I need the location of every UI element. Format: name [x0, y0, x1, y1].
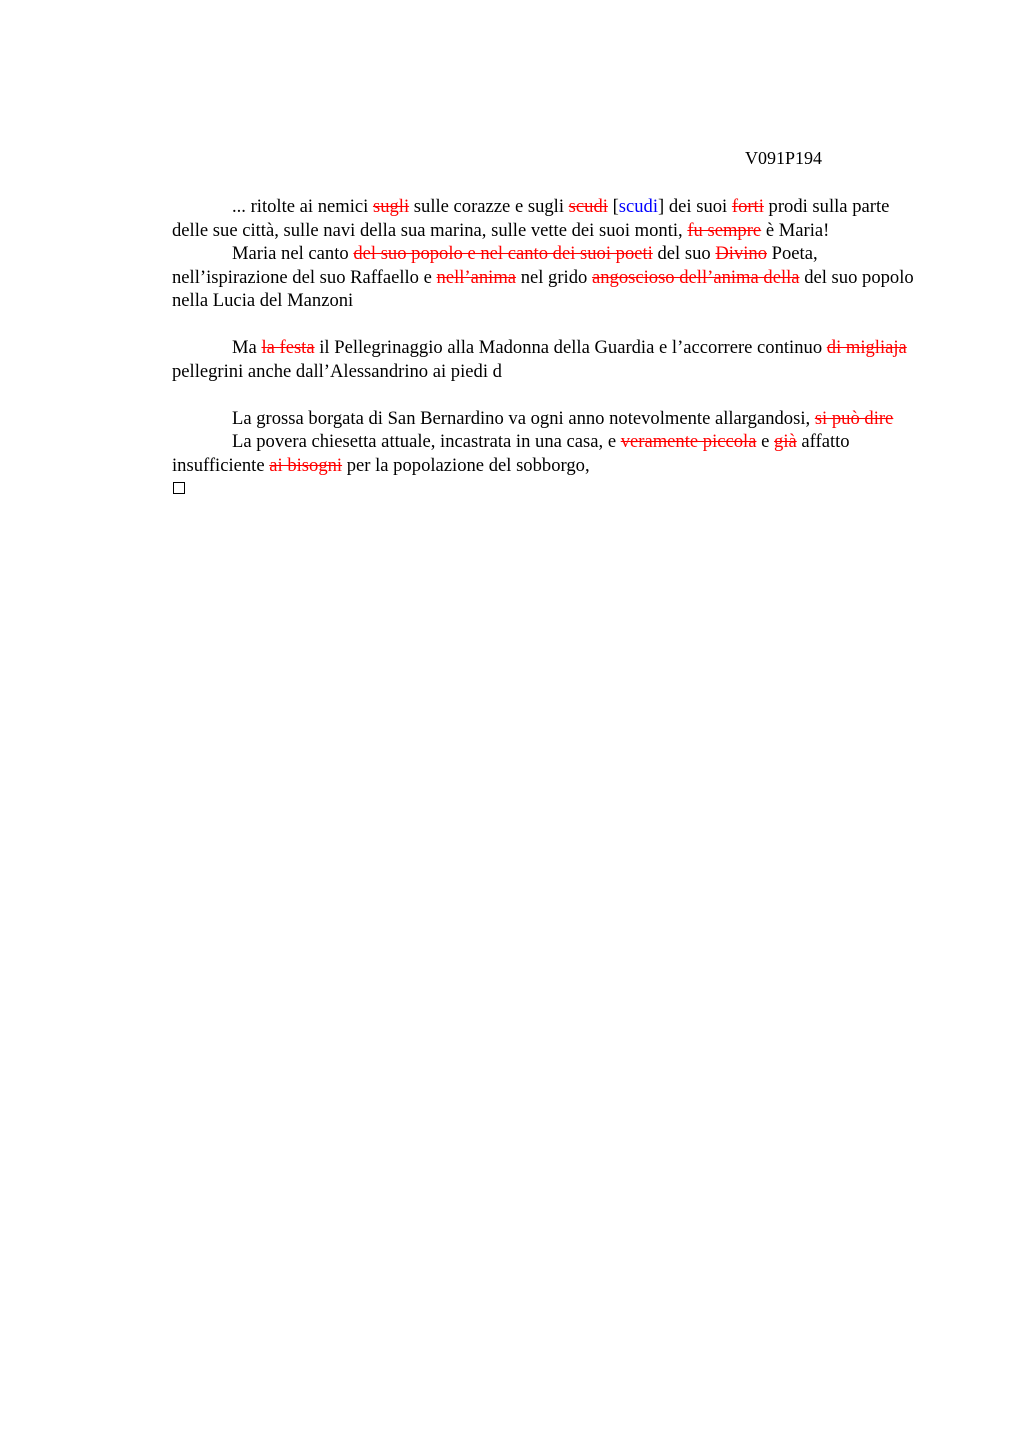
deleted-text: già	[774, 431, 797, 452]
deleted-text: scudi	[568, 196, 608, 217]
document-body	[172, 195, 922, 494]
text-segment: il Pellegrinaggio alla Madonna della Guardia e l’accorrere continuo	[314, 337, 827, 358]
deleted-text: sugli	[372, 196, 410, 217]
deleted-text: si può dire	[814, 407, 894, 429]
deleted-text: nell’anima	[436, 266, 517, 288]
deleted-text: forti	[731, 196, 764, 217]
text-segment: Ma	[232, 337, 262, 358]
deleted-text: Divino	[715, 243, 767, 264]
text-segment: per la popolazione del sobborgo,	[342, 454, 590, 476]
text-segment: [	[607, 196, 619, 217]
deleted-text: la festa	[261, 337, 315, 358]
deleted-text: del suo popolo e nel canto dei suoi poeti	[353, 243, 653, 264]
inserted-text: scudi	[618, 196, 659, 217]
end-of-text-box-icon	[173, 482, 185, 494]
paragraph	[172, 430, 922, 477]
text-segment: pellegrini anche dall’Alessandrino ai piedi d	[172, 360, 502, 382]
text-segment: Poeta, nell’ispirazione del suo Raffaello e	[172, 243, 818, 288]
text-segment: La povera chiesetta attuale, incastrata in una casa, e	[232, 431, 621, 452]
paragraph	[172, 195, 922, 242]
text-segment: Maria nel canto	[232, 243, 354, 264]
text-segment: del suo popolo nella Lucia del Manzoni	[172, 266, 914, 311]
paragraph	[172, 407, 922, 431]
paragraph	[172, 336, 922, 383]
text-segment: ... ritolte ai nemici	[232, 196, 373, 217]
deleted-text: di migliaja	[826, 337, 907, 358]
text-segment: è Maria!	[761, 219, 830, 241]
page-id: V091P194	[745, 148, 823, 168]
deleted-text: angoscioso dell’anima della	[591, 266, 800, 288]
deleted-text: veramente piccola	[620, 431, 757, 452]
text-segment: nel grido	[516, 266, 592, 288]
text-segment: e	[756, 431, 775, 452]
text-segment: prodi sulla parte delle sue città, sulle navi della sua marina, sulle vette dei suoi monti,	[172, 196, 890, 241]
text-segment: ] dei suoi	[658, 196, 732, 217]
text-segment: affatto insufficiente	[172, 431, 850, 476]
text-segment: del suo	[652, 243, 716, 264]
text-segment: sulle corazze e sugli	[409, 196, 569, 217]
paragraph	[172, 242, 922, 313]
deleted-text: ai bisogni	[269, 454, 343, 476]
paragraph-list	[172, 195, 922, 477]
deleted-text: fu sempre	[687, 219, 762, 241]
text-segment: La grossa borgata di San Bernardino va ogni anno notevolmente allargandosi,	[232, 407, 815, 429]
